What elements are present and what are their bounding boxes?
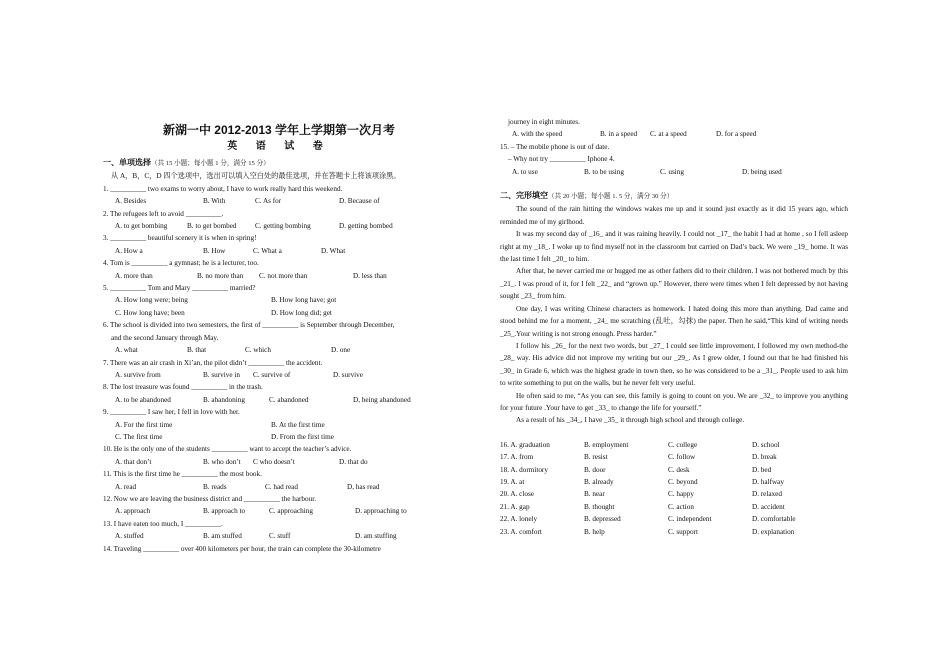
question-2-options — [103, 220, 455, 232]
option: A. For the first time — [115, 420, 173, 429]
exam-subtitle: 英 语 试 卷 — [227, 141, 331, 152]
question-3: 3. __________ beautiful scenery it is when in spring! — [103, 234, 257, 243]
section1-instruction: 从 A，B，C，D 四个选项中，选出可以填入空白处的最佳选项，并在答题卡上将该项涂黑。 — [111, 172, 401, 181]
option: A. Besides — [115, 197, 147, 206]
section2-note: （共 20 小题；每小题 1. 5 分，满分 30 分） — [548, 193, 674, 201]
option: B. help — [584, 527, 605, 536]
option: D. that do — [339, 457, 368, 466]
option: A. to get bombing — [115, 222, 168, 231]
question-3-options — [103, 245, 455, 257]
question-7-options — [103, 369, 455, 381]
option: C. stuff — [269, 532, 291, 541]
question-12-options — [103, 505, 455, 517]
section2-title: 二、完形填空 — [500, 191, 548, 201]
option: A. to be abandoned — [115, 395, 171, 404]
option: D. being used — [742, 167, 782, 176]
option: B. who don’t — [203, 457, 241, 466]
question-9: 9. __________ I saw her, I fell in love with her. — [103, 408, 240, 417]
passage-paragraph: The sound of the rain hitting the windows wakes me up and it sound just exactly as it did 15 years ago, which reminded me of my girlhood. — [500, 205, 848, 226]
option: B. survive in — [203, 370, 240, 379]
spacer — [500, 427, 848, 439]
option: B. to be using — [584, 167, 624, 176]
option: C who doesn’t — [253, 457, 295, 466]
option: C. had read — [265, 482, 298, 491]
option: D. bed — [752, 465, 772, 474]
option: D. am stuffing — [355, 532, 397, 541]
question-6: 6. The school is divided into two semesters, the first of __________ is September through December, — [103, 321, 395, 330]
question-2: 2. The refugees left to avoid __________. — [103, 209, 224, 218]
option: C. beyond — [668, 477, 698, 486]
right-column — [500, 116, 848, 538]
option: D. What — [321, 246, 346, 255]
section1-title: 一、单项选择 — [103, 158, 151, 167]
option: B. reads — [203, 482, 227, 491]
option: C. not more than — [259, 271, 308, 280]
option: A. to use — [512, 167, 538, 176]
option: D. How long did; get — [271, 308, 332, 317]
option: A. that don’t — [115, 457, 152, 466]
option: B. abandoning — [203, 395, 245, 404]
passage-paragraph: After that, he never carried me or hugged me as other fathers did to their children. I was not bothered much by this _21_. I was proud of it, for I felt _22_ and “grown up.” However, there were times when I felt depressed by not having sought _23_ from him. — [500, 267, 848, 301]
option: 22. A. lonely — [500, 515, 538, 524]
question-5-options-row1 — [103, 294, 455, 306]
question-13: 13. I have eaten too much, I __________. — [103, 519, 223, 528]
option: D. relaxed — [752, 490, 782, 499]
option: D. Because of — [339, 197, 380, 206]
option: B. resist — [584, 453, 608, 462]
option: B. already — [584, 477, 614, 486]
question-10: 10. He is the only one of the students __________ want to accept the teacher’s advice. — [103, 445, 352, 454]
option: C. using — [660, 167, 684, 176]
option: C. approaching — [269, 507, 313, 516]
option: 17. A. from — [500, 453, 534, 462]
option: A. survive from — [115, 370, 161, 379]
option: B. door — [584, 465, 606, 474]
option: B. employment — [584, 440, 629, 449]
option: B. thought — [584, 502, 615, 511]
option: 18. A. dormitory — [500, 465, 548, 474]
option: B. depressed — [584, 515, 621, 524]
option: B. that — [187, 346, 207, 355]
question-11: 11. This is the first time he __________ the most book. — [103, 470, 262, 479]
question-6-continued: and the second January through May. — [111, 333, 219, 342]
option: C. at a speed — [650, 130, 687, 139]
option: C. survive of — [253, 370, 291, 379]
option: A. what — [115, 346, 138, 355]
passage-paragraph: It was my second day of _16_ and it was raining heavily. I could not _17_ the habit I had at home , so I fell asleep right at my _18_. I woke up to find myself not in the classroom but carried on Dad’s back. We were _19_ home. It was the last time I felt _20_ to him. — [500, 230, 848, 264]
option: B. How long have; got — [271, 296, 337, 305]
option: B. in a speed — [600, 130, 638, 139]
option: B. to get bombed — [187, 222, 237, 231]
question-14-options — [500, 128, 848, 140]
option: B. At the first time — [271, 420, 325, 429]
question-5-options-row2 — [103, 307, 455, 319]
option: C. college — [668, 440, 698, 449]
question-14-continued: journey in eight minutes. — [508, 118, 580, 126]
option: A. read — [115, 482, 137, 491]
option: D, being abandoned — [353, 395, 411, 404]
question-1: 1. __________ two exams to worry about, I have to work really hard this weekend. — [103, 184, 343, 193]
question-14: 14. Traveling __________ over 400 kilometers per hour, the train can complete the 30-kilometre — [103, 544, 381, 553]
option: B. am stuffed — [203, 532, 242, 541]
option: C. support — [668, 527, 698, 536]
option: C. The first time — [115, 432, 163, 441]
option: D. less than — [353, 271, 387, 280]
option: C. abandoned — [269, 395, 309, 404]
option: D. survive — [333, 370, 363, 379]
option: B. How — [203, 246, 226, 255]
option: C. How long have; been — [115, 308, 185, 317]
question-7: 7. There was an air crash in Xi’an, the pilot didn’t __________ the accident. — [103, 358, 323, 367]
question-1-options — [103, 195, 455, 207]
question-15-options — [500, 166, 848, 178]
option: B. no more than — [197, 271, 244, 280]
option: D. accident — [752, 502, 785, 511]
option: D. for a speed — [716, 130, 757, 139]
passage-paragraph: He often said to me, “As you can see, this family is going to count on you. We are _32_ to improve you anything for your future .Your have to get _33_ to change the life for yourself.” — [500, 391, 848, 412]
section2-heading — [500, 190, 848, 203]
option: C. which — [245, 346, 271, 355]
option: C. happy — [668, 490, 694, 499]
option: D, has read — [347, 482, 380, 491]
option: C. As for — [255, 197, 282, 206]
exam-title: 新湖一中 2012-2013 学年上学期第一次月考 — [162, 123, 396, 137]
option: A. How a — [115, 246, 143, 255]
option: C. getting bombing — [255, 222, 311, 231]
section1-heading — [103, 157, 455, 170]
passage-paragraph: I follow his _26_ for the next two words, but _27_ I could see little improvement, I followed my own method-the _28_ way. His advice did not improve my writing but our _29_. As I grew older, I found out that he had finished his _30_ in Grade 6, which was the highest grade in town then, so he was considered to be a _31_. People used to ask him to write something to put on the walls, but he never felt very useful. — [500, 341, 848, 388]
option: A. approach — [115, 507, 151, 516]
question-6-options — [103, 344, 455, 356]
passage-paragraph: As a result of his _34_, I have _35_ it through high school and through college. — [516, 416, 745, 425]
option: D. school — [752, 440, 780, 449]
question-15-continued: – Why not try __________ Iphone 4. — [508, 155, 615, 164]
question-4-options — [103, 270, 455, 282]
option: A. more than — [115, 271, 153, 280]
section1-note: （共 15 小题；每小题 1 分，满分 15 分） — [151, 160, 270, 167]
option: C. action — [668, 502, 694, 511]
option: D. comfortable — [752, 515, 796, 524]
option: C. What a — [253, 246, 282, 255]
option: B. near — [584, 490, 605, 499]
option: 23. A. comfort — [500, 527, 542, 536]
question-12: 12. Now we are leaving the business district and __________ the harbour. — [103, 494, 316, 503]
option: B. With — [203, 197, 226, 206]
spacer — [500, 178, 848, 190]
option: 20. A. close — [500, 490, 534, 499]
left-column — [103, 121, 455, 555]
option: 21. A. gap — [500, 502, 530, 511]
passage-paragraph: One day, I was writing Chinese characters as homework. I hated doing this more than anything. Dad came and stood behind me for a moment, _24_ me scratching (乱吐，勾抹) the paper. Then he said,“This kind of writing needs _25_.Your writing is not strong enough. Press harder.” — [500, 304, 848, 338]
question-9-options-row2 — [103, 431, 455, 443]
question-4: 4. Tom is __________ a gymnast; he is a lecturer, too. — [103, 259, 259, 268]
option: C. follow — [668, 453, 696, 462]
option: D. explanation — [752, 527, 795, 536]
option: A. How long were; being — [115, 296, 188, 305]
option: 19. A. at — [500, 477, 525, 486]
question-5: 5. __________ Tom and Mary __________ married? — [103, 284, 256, 293]
option: D. one — [331, 346, 351, 355]
question-13-options — [103, 530, 455, 542]
option: B. approach to — [203, 507, 246, 516]
option: D. break — [752, 453, 777, 462]
option: A. with the speed — [512, 130, 563, 139]
cloze-options-grid — [500, 439, 848, 538]
question-9-options-row1 — [103, 419, 455, 431]
question-8-options — [103, 394, 455, 406]
option: D. From the first time — [271, 432, 334, 441]
question-11-options — [103, 481, 455, 493]
option: C. independent — [668, 515, 712, 524]
question-15: 15. – The mobile phone is out of date. — [500, 142, 610, 151]
option: D. halfway — [752, 477, 784, 486]
question-8: 8. The lost treasure was found __________ in the trash. — [103, 383, 263, 392]
question-10-options — [103, 456, 455, 468]
option: D. getting bombed — [339, 222, 393, 231]
option: A. stuffed — [115, 532, 144, 541]
option: 16. A. graduation — [500, 440, 550, 449]
option: C. desk — [668, 465, 690, 474]
option: D. approaching to — [355, 507, 407, 516]
